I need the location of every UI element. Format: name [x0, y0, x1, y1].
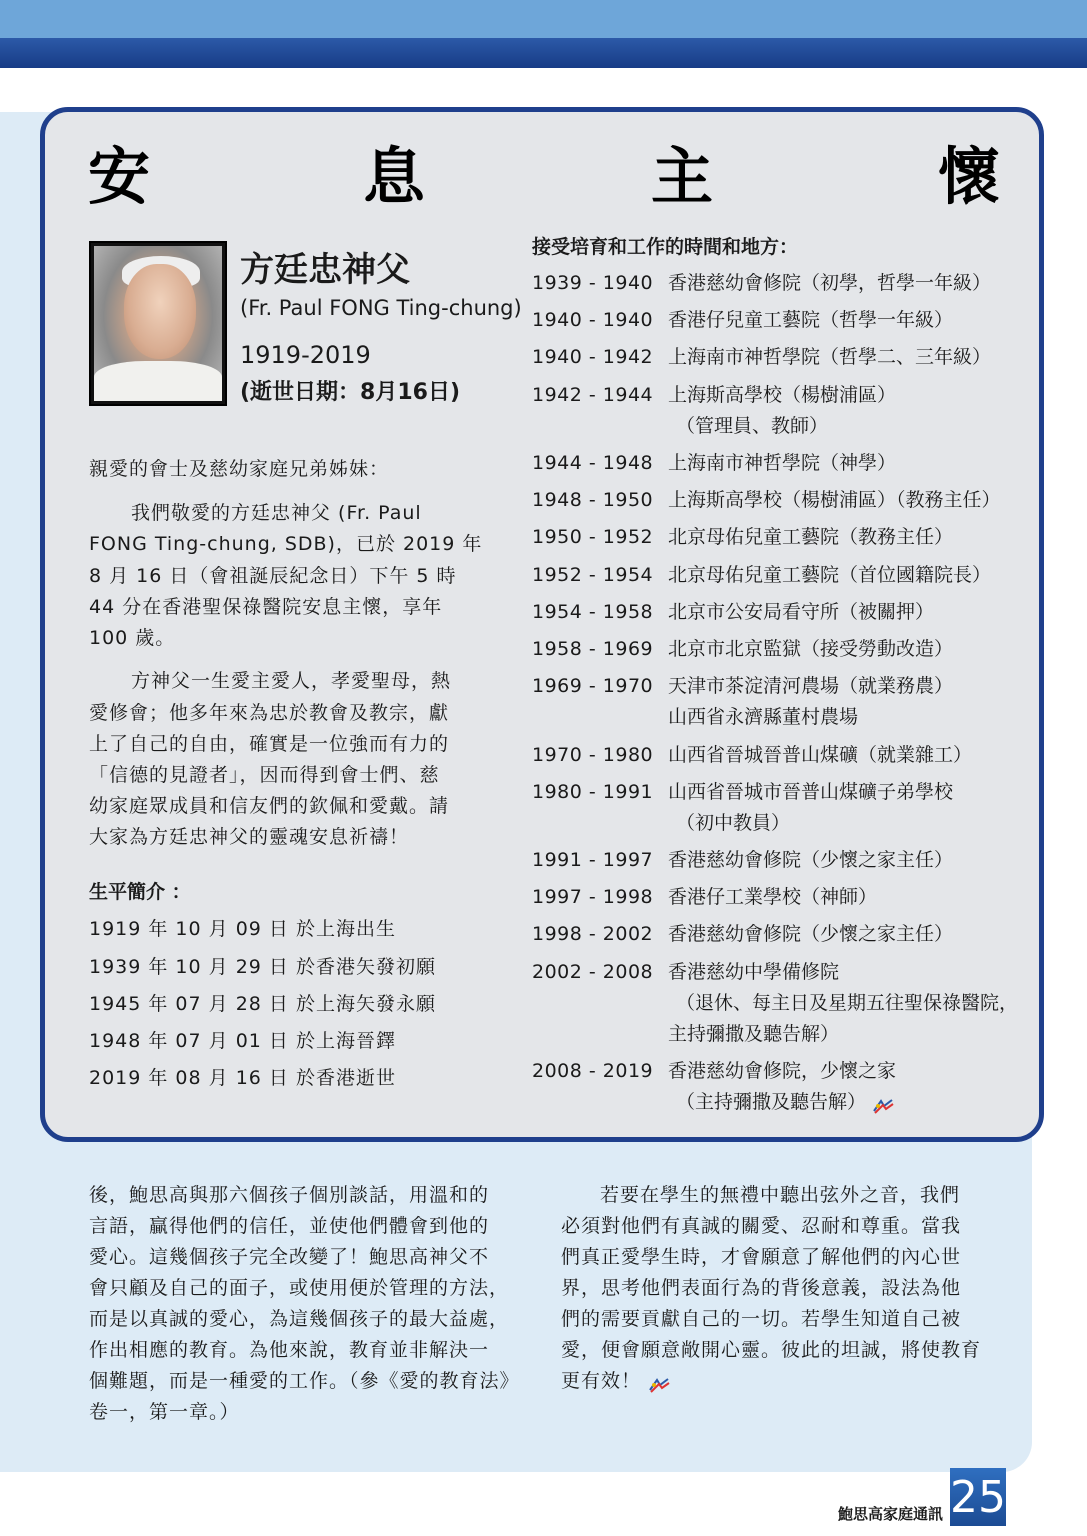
article-line: 愛，便會願意敞開心靈。彼此的坦誠，將使教育: [561, 1339, 982, 1361]
training-years: 1958 - 1969: [532, 638, 654, 660]
training-label: 接受培育和工作的時間和地方：: [532, 236, 799, 258]
top-band-dark: [0, 38, 1087, 68]
training-years: 1952 - 1954: [532, 564, 654, 586]
page-number-box: [950, 1468, 1006, 1526]
training-place: 天津市茶淀清河農場（就業務農） 山西省永濟縣董村農場: [668, 675, 954, 728]
training-years: 1940 - 1942: [532, 346, 654, 368]
training-place: 香港慈幼會修院，少懷之家 （主持彌撒及聽告解）: [668, 1056, 896, 1118]
letter-line: 方神父一生愛主愛人，孝愛聖母，熱: [131, 670, 452, 692]
training-years: 1970 - 1980: [532, 744, 654, 766]
training-place: 北京母佑兒童工藝院（首位國籍院長）: [668, 564, 992, 586]
biography-event: 1939 年 10 月 29 日 於香港矢發初願: [89, 956, 436, 978]
training-place: 香港慈幼會修院（少懷之家主任）: [668, 849, 954, 871]
training-years: 1950 - 1952: [532, 526, 654, 548]
name-chinese: 方廷忠神父: [240, 250, 410, 290]
training-place: 北京市公安局看守所（被關押）: [668, 601, 935, 623]
biography-event: 1919 年 10 月 09 日 於上海出生: [89, 918, 396, 940]
letter-line: 我們敬愛的方廷忠神父 (Fr. Paul: [131, 502, 422, 524]
training-years: 1940 - 1940: [532, 309, 654, 331]
training-place: 香港慈幼中學備修院 （退休、每主日及星期五往聖保祿醫院， 主持彌撒及聽告解）: [668, 961, 1019, 1045]
training-years: 1998 - 2002: [532, 923, 654, 945]
training-place: 上海斯高學校（楊樹浦區）（教務主任）: [668, 489, 1001, 511]
letter-line: 100 歲。: [89, 627, 176, 649]
training-years: 1980 - 1991: [532, 781, 654, 803]
heading-char-3: 主: [651, 140, 714, 213]
article-line: 而是以真誠的愛心，為這幾個孩子的最大益處，: [89, 1308, 510, 1330]
training-place: 香港仔兒童工藝院（哲學一年級）: [668, 309, 954, 331]
letter-line: 愛修會；他多年來為忠於教會及教宗，獻: [89, 702, 450, 724]
training-place: 北京母佑兒童工藝院（教務主任）: [668, 526, 954, 548]
biography-event: 2019 年 08 月 16 日 於香港逝世: [89, 1067, 396, 1089]
article-line: 們的需要貢獻自己的一切。若學生知道自己被: [561, 1308, 962, 1330]
letter-line: 大家為方廷忠神父的靈魂安息祈禱！: [89, 826, 410, 848]
heading-char-1: 安: [88, 140, 151, 213]
training-place: 香港慈幼會修院（少懷之家主任）: [668, 923, 954, 945]
letter-line: FONG Ting-chung, SDB)，已於 2019 年: [89, 533, 483, 555]
letter-line: 「信德的見證者」，因而得到會士們、慈: [89, 764, 440, 786]
letter-line: 幼家庭眾成員和信友們的欽佩和愛戴。請: [89, 795, 450, 817]
heading-char-2: 息: [363, 140, 426, 213]
letter-line: 44 分在香港聖保祿醫院安息主懷，享年: [89, 596, 443, 618]
training-years: 2002 - 2008: [532, 961, 654, 983]
name-english: (Fr. Paul FONG Ting-chung): [240, 296, 522, 320]
training-place: 山西省晉城晉普山煤礦（就業雜工）: [668, 744, 973, 766]
portrait-photo: [89, 241, 227, 406]
training-place: 上海南市神哲學院（哲學二、三年級）: [668, 346, 992, 368]
article-line: 界，思考他們表面行為的背後意義，設法為他: [561, 1277, 962, 1299]
end-mark-icon: [648, 1373, 670, 1391]
training-years: 1997 - 1998: [532, 886, 654, 908]
biography-event: 1945 年 07 月 28 日 於上海矢發永願: [89, 993, 436, 1015]
page-number: 25: [950, 1472, 1006, 1523]
life-years: 1919-2019: [240, 341, 371, 369]
letter-line: 上了自己的自由，確實是一位強而有力的: [89, 733, 450, 755]
training-years: 1969 - 1970: [532, 675, 654, 697]
article-line: 們真正愛學生時，才會願意了解他們的內心世: [561, 1246, 962, 1268]
training-years: 1944 - 1948: [532, 452, 654, 474]
article-line: 卷一，第一章。）: [89, 1401, 240, 1423]
training-place: 香港慈幼會修院（初學，哲學一年級）: [668, 272, 992, 294]
training-place: 山西省晉城市晉普山煤礦子弟學校 （初中教員）: [668, 781, 954, 834]
training-place: 北京市北京監獄（接受勞動改造）: [668, 638, 954, 660]
training-years: 1939 - 1940: [532, 272, 654, 294]
training-years: 1991 - 1997: [532, 849, 654, 871]
article-line: 會只顧及自己的面子，或使用便於管理的方法，: [89, 1277, 510, 1299]
article-line: 個難題，而是一種愛的工作。（參《愛的教育法》: [89, 1370, 520, 1392]
biography-label: 生平簡介 ：: [89, 881, 191, 903]
training-years: 1954 - 1958: [532, 601, 654, 623]
end-mark-icon: [872, 1094, 894, 1112]
letter-line: 8 月 16 日（會祖誕辰紀念日）下午 5 時: [89, 565, 457, 587]
article-line: 作出相應的教育。為他來說，教育並非解決一: [89, 1339, 490, 1361]
article-line: 後，鮑思高與那六個孩子個別談話，用溫和的: [89, 1184, 490, 1206]
death-date: (逝世日期：8月16日): [240, 380, 461, 405]
training-place: 上海斯高學校（楊樹浦區） （管理員、教師）: [668, 384, 897, 437]
training-years: 1942 - 1944: [532, 384, 654, 406]
article-line: 愛心。這幾個孩子完全改變了！鮑思高神父不: [89, 1246, 490, 1268]
publication-title: 鮑思高家庭通訊: [838, 1505, 944, 1523]
letter-greeting: 親愛的會士及慈幼家庭兄弟姊妹：: [89, 458, 390, 480]
training-years: 1948 - 1950: [532, 489, 654, 511]
heading-char-4: 懷: [938, 140, 1001, 213]
article-line: 若要在學生的無禮中聽出弦外之音，我們: [600, 1184, 961, 1206]
training-years: 2008 - 2019: [532, 1060, 654, 1082]
article-line: 必須對他們有真誠的關愛、忍耐和尊重。當我: [561, 1215, 962, 1237]
training-place: 香港仔工業學校（神師）: [668, 886, 878, 908]
top-band-light: [0, 0, 1087, 38]
article-line-last: 更有效！: [561, 1366, 670, 1397]
article-line: 言語，贏得他們的信任，並使他們體會到他的: [89, 1215, 490, 1237]
biography-event: 1948 年 07 月 01 日 於上海晉鐸: [89, 1030, 396, 1052]
training-place: 上海南市神哲學院（神學）: [668, 452, 897, 474]
training-last-line: （主持彌撒及聽告解）: [668, 1087, 896, 1118]
